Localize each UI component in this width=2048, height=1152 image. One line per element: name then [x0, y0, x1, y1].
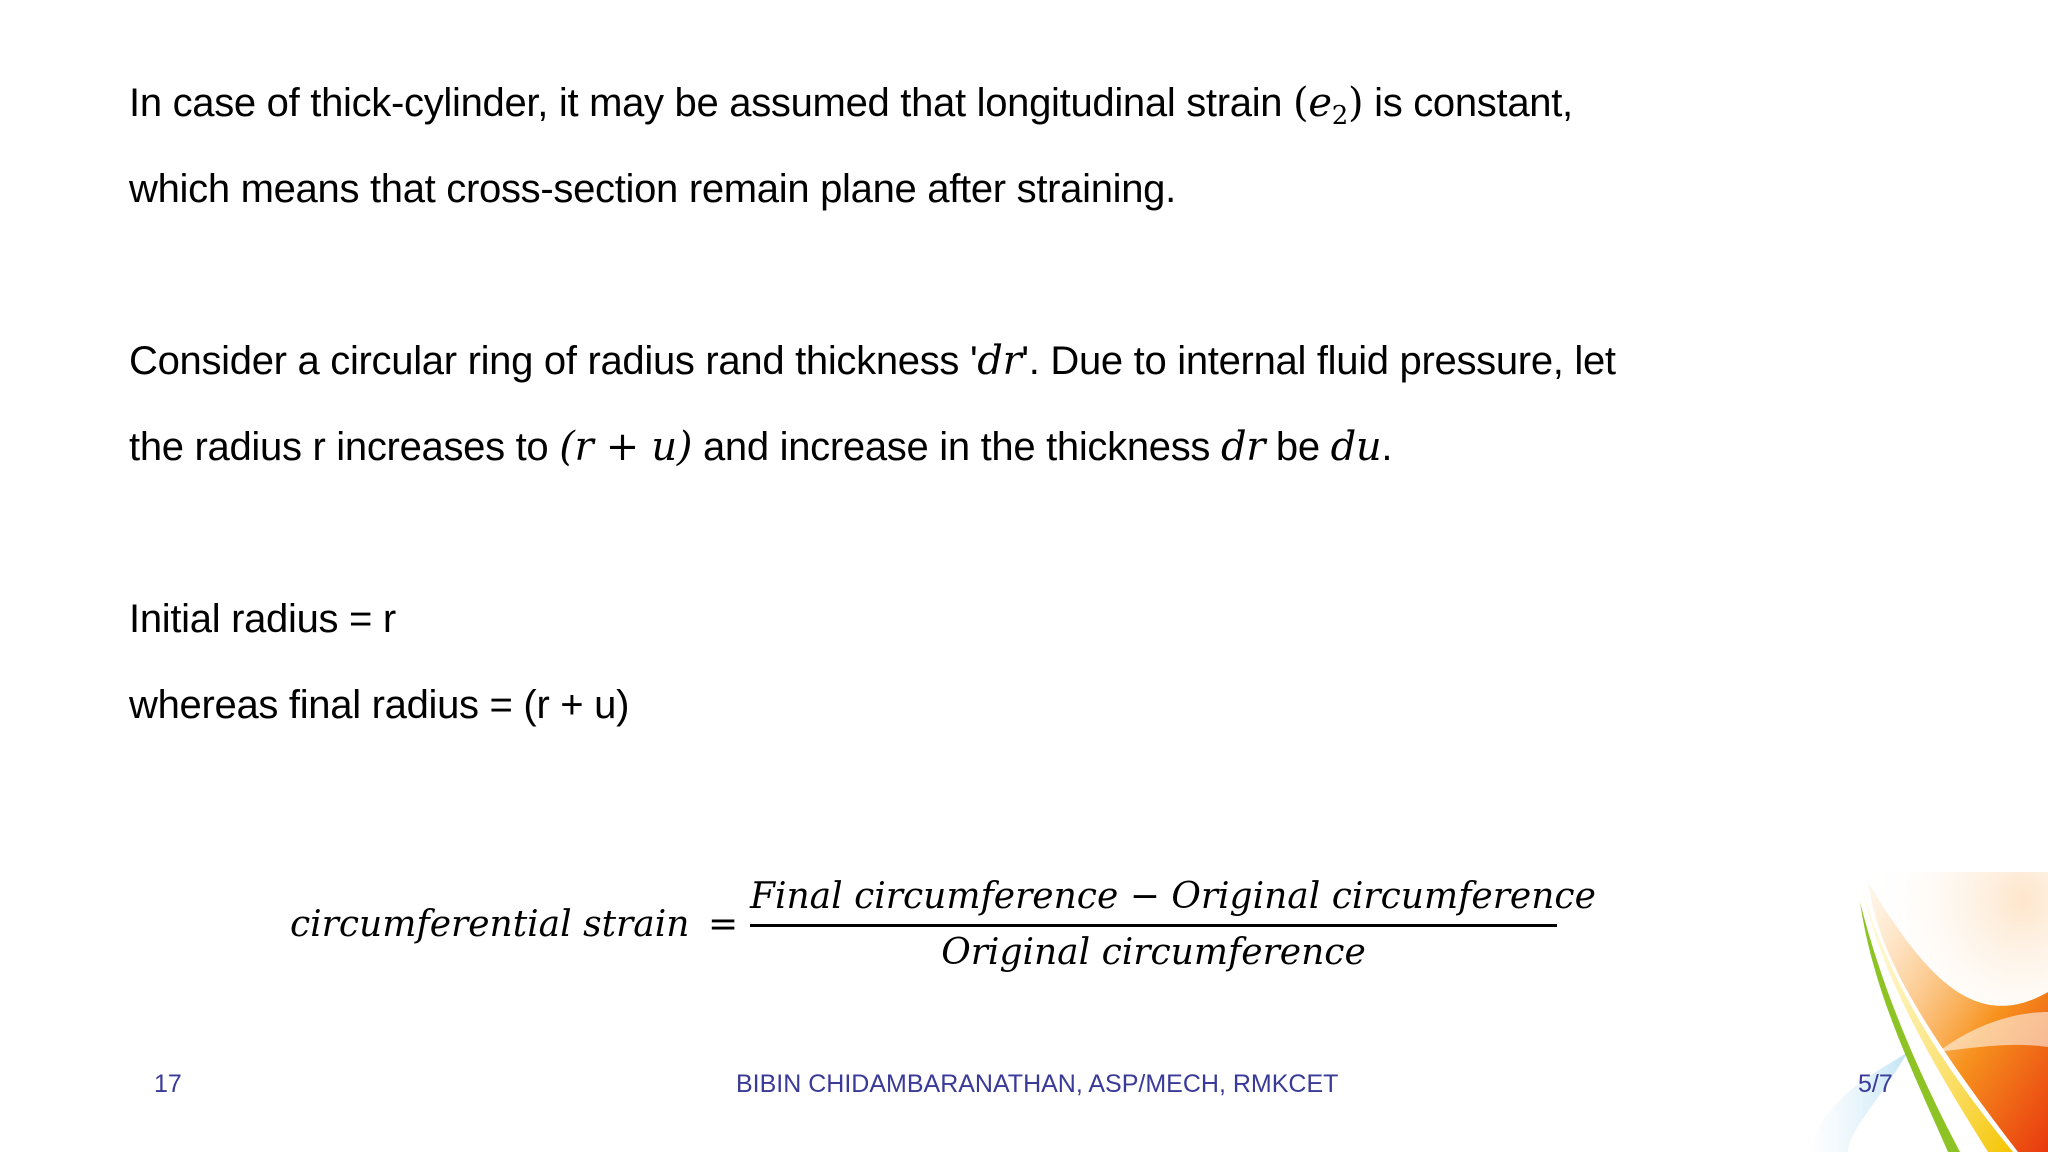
- line3-text-after: '. Due to internal fluid pressure, let: [1021, 339, 1616, 383]
- dr-math: dr: [977, 338, 1022, 384]
- body-line-6: whereas final radius = (r + u): [129, 683, 630, 727]
- line4-text-middle: and increase in the thickness: [692, 425, 1221, 469]
- formula-lhs: circumferential strain: [290, 904, 690, 945]
- formula-equals: =: [708, 904, 739, 945]
- line3-text-before: Consider a circular ring of radius rand thickness ': [129, 339, 978, 383]
- footer-author: BIBIN CHIDAMBARANATHAN, ASP/MECH, RMKCET: [736, 1070, 1339, 1098]
- r-plus-u-math: (r + u): [559, 424, 693, 470]
- body-line-1: [129, 78, 1573, 141]
- line1-text-after: is constant,: [1363, 81, 1573, 125]
- line4-text-middle2: be: [1265, 425, 1331, 469]
- body-line-5: Initial radius = r: [129, 597, 396, 641]
- du-math: du: [1330, 424, 1382, 470]
- body-line-3: [129, 336, 1616, 386]
- page-number: 17: [154, 1070, 182, 1098]
- line4-text-after: .: [1381, 425, 1393, 469]
- line4-text-before: the radius r increases to: [129, 425, 560, 469]
- footer-date: 5/7: [1858, 1070, 1893, 1098]
- decorative-swoosh-icon: [1788, 872, 2048, 1152]
- formula-denominator: Original circumference: [941, 932, 1366, 973]
- formula-numerator: Final circumference − Original circumference: [750, 876, 1596, 917]
- dr-math-2: dr: [1220, 424, 1266, 470]
- line1-text-before: In case of thick-cylinder, it may be assumed that longitudinal strain: [129, 81, 1294, 125]
- e2-math: $(e_2)$: [1293, 80, 1364, 131]
- body-line-2: which means that cross-section remain plane after straining.: [129, 167, 1176, 211]
- formula-fraction: [750, 872, 1596, 979]
- body-line-4: [129, 422, 1392, 472]
